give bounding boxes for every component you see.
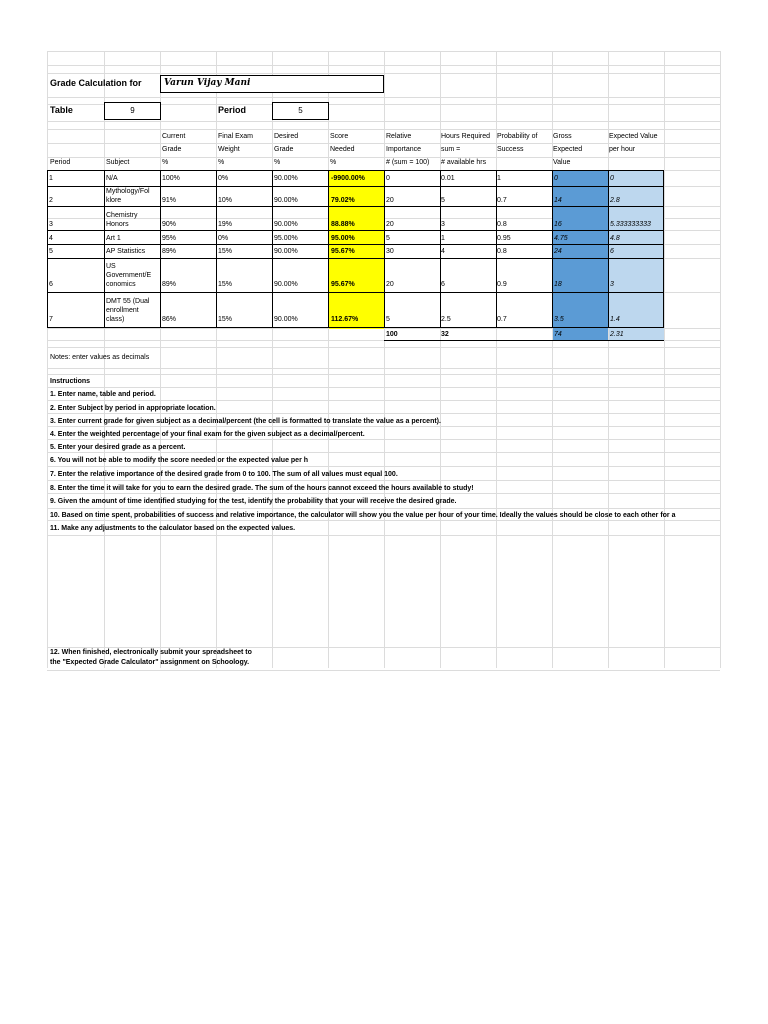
grid-row-line [47, 368, 720, 369]
row-probability: 0.7 [497, 316, 507, 323]
row-subject: klore [106, 197, 122, 204]
row-subject: Honors [106, 221, 129, 228]
row-hours-required: 6 [441, 281, 445, 288]
row-current-grade: 95% [162, 235, 177, 242]
row-probability: 0.95 [497, 235, 511, 242]
row-score-needed: 95.67% [331, 248, 355, 255]
table-value: 9 [130, 106, 135, 115]
grid-row-line [47, 508, 720, 509]
grid-row-line [47, 413, 720, 414]
instructions-title: Instructions [50, 378, 91, 385]
header-ev: Expected Value [609, 133, 658, 140]
grid-row-line [47, 73, 720, 74]
row-expected-value: 5.333333333 [610, 221, 651, 228]
row-desired-grade: 95.00% [274, 235, 298, 242]
row-final-weight: 15% [218, 248, 233, 255]
row-expected-value: 0 [610, 175, 614, 182]
row-current-grade: 91% [162, 197, 177, 204]
header-current: Grade [162, 146, 182, 153]
header-relative: # (sum = 100) [386, 159, 430, 166]
grid-row-line [47, 426, 720, 427]
row-gross-expected: 16 [554, 221, 562, 228]
table-column-divider [272, 170, 273, 328]
row-final-weight: 19% [218, 221, 233, 228]
row-probability: 0.7 [497, 197, 507, 204]
row-subject: Chemistry [106, 212, 138, 219]
row-subject: N/A [106, 175, 118, 182]
row-subject: conomics [106, 281, 136, 288]
grid-row-line [47, 97, 720, 98]
grid-row-line [47, 400, 720, 401]
row-expected-value: 1.4 [610, 316, 620, 323]
grid-row-line [47, 466, 720, 467]
total-gross-expected: 74 [554, 331, 562, 338]
header-score: Needed [330, 146, 355, 153]
header-current: Current [162, 133, 186, 140]
row-desired-grade: 90.00% [274, 316, 298, 323]
grid-row-line [47, 520, 720, 521]
row-hours-required: 0.01 [441, 175, 455, 182]
title-label: Grade Calculation for [50, 78, 142, 88]
row-final-weight: 10% [218, 197, 233, 204]
row-score-needed: 95.67% [331, 281, 355, 288]
table-label: Table [50, 105, 73, 115]
grid-row-line [47, 51, 720, 52]
row-hours-required: 3 [441, 221, 445, 228]
table-row-divider [47, 230, 664, 231]
row-relative-importance: 20 [386, 221, 394, 228]
row-probability: 1 [497, 175, 501, 182]
notes: Notes: enter values as decimals [50, 354, 150, 361]
spreadsheet [47, 51, 720, 668]
table-column-divider [328, 170, 329, 328]
header-gross: Expected [553, 146, 583, 153]
row-relative-importance: 20 [386, 281, 394, 288]
row-subject: Mythology/Fol [106, 188, 150, 195]
row-gross-expected: 3.5 [554, 316, 564, 323]
row-expected-value: 3 [610, 281, 614, 288]
row-expected-value: 2.8 [610, 197, 620, 204]
row-period: 2 [49, 197, 53, 204]
row-hours-required: 4 [441, 248, 445, 255]
row-score-needed: 112.67% [331, 316, 359, 323]
table-column-divider [496, 170, 497, 328]
row-period: 5 [49, 248, 53, 255]
table-border [47, 170, 664, 328]
row-score-needed: -9900.00% [331, 175, 365, 182]
row-final-weight: 0% [218, 175, 229, 182]
row-current-grade: 100% [162, 175, 180, 182]
grid-row-line [47, 480, 720, 481]
row-final-weight: 0% [218, 235, 229, 242]
row-subject: DMT 55 (Dual [106, 298, 150, 305]
header-subject: Subject [106, 159, 130, 166]
instruction-step: 10. Based on time spent, probabilities of success and relative importance, the calculator will show you the value per hour of your time. Ideally the values should be close to each other for a [50, 512, 676, 519]
header-prob: Success [497, 146, 524, 153]
header-final: % [218, 159, 225, 166]
grid-row-line [47, 535, 720, 536]
row-hours-required: 5 [441, 197, 445, 204]
row-subject: Government/E [106, 272, 152, 279]
row-expected-value: 4.8 [610, 235, 620, 242]
row-gross-expected: 24 [554, 248, 562, 255]
row-score-needed: 88.88% [331, 221, 355, 228]
header-current: % [162, 159, 169, 166]
instruction-step: 8. Enter the time it will take for you to earn the desired grade. The sum of the hours cannot exceed the hours available to study! [50, 485, 474, 492]
row-period: 1 [49, 175, 53, 182]
table-row-divider [47, 244, 664, 245]
instruction-step: 1. Enter name, table and period. [50, 391, 156, 398]
table-column-divider [160, 170, 161, 328]
instruction-step: 9. Given the amount of time identified studying for the test, identify the probability that your will receive the desired grade. [50, 498, 457, 505]
grid-row-line [47, 493, 720, 494]
row-current-grade: 86% [162, 316, 177, 323]
grid-row-line [47, 387, 720, 388]
row-desired-grade: 90.00% [274, 221, 298, 228]
row-probability: 0.8 [497, 248, 507, 255]
table-row-divider [47, 186, 664, 187]
header-desired: Grade [274, 146, 294, 153]
table-column-divider [104, 170, 105, 328]
row-final-weight: 15% [218, 281, 233, 288]
row-desired-grade: 90.00% [274, 197, 298, 204]
table-column-divider [384, 170, 385, 328]
instruction-step: 11. Make any adjustments to the calculator based on the expected values. [50, 525, 296, 532]
instruction-step: 2. Enter Subject by period in appropriate location. [50, 405, 216, 412]
header-ev: per hour [609, 146, 636, 153]
header-hours: Hours Required [441, 133, 491, 140]
table-row-divider [47, 258, 664, 259]
header-prob: Probability of [497, 133, 538, 140]
row-score-needed: 95.00% [331, 235, 355, 242]
grid-row-line [47, 143, 720, 144]
header-desired: % [274, 159, 281, 166]
row-relative-importance: 20 [386, 197, 394, 204]
row-subject: Art 1 [106, 235, 121, 242]
row-hours-required: 2.5 [441, 316, 451, 323]
grid-row-line [47, 121, 720, 122]
table-column-divider [440, 170, 441, 328]
table-column-divider [608, 170, 609, 328]
period-label: Period [218, 105, 247, 115]
header-desired: Desired [274, 133, 299, 140]
student-name: Varun Vijay Mani [164, 78, 251, 88]
total-hours: 32 [441, 331, 449, 338]
grid-column-line [720, 51, 721, 668]
row-subject: AP Statistics [106, 248, 146, 255]
grid-row-line [47, 670, 720, 671]
row-gross-expected: 4.75 [554, 235, 568, 242]
row-current-grade: 89% [162, 248, 177, 255]
final-instruction: 12. When finished, electronically submit your spreadsheet to [50, 649, 252, 656]
row-gross-expected: 14 [554, 197, 562, 204]
header-hours: sum = [441, 146, 461, 153]
row-gross-expected: 18 [554, 281, 562, 288]
row-score-needed: 79.02% [331, 197, 355, 204]
row-gross-expected: 0 [554, 175, 558, 182]
row-period: 4 [49, 235, 53, 242]
grid-row-line [47, 157, 720, 158]
row-current-grade: 89% [162, 281, 177, 288]
row-desired-grade: 90.00% [274, 175, 298, 182]
header-relative: Importance [386, 146, 422, 153]
row-expected-value: 6 [610, 248, 614, 255]
row-desired-grade: 90.00% [274, 248, 298, 255]
period-value: 5 [298, 106, 303, 115]
row-desired-grade: 90.00% [274, 281, 298, 288]
grid-row-line [47, 347, 720, 348]
grid-row-line [47, 374, 720, 375]
row-period: 7 [49, 316, 53, 323]
row-relative-importance: 5 [386, 235, 390, 242]
table-column-divider [552, 170, 553, 328]
header-final: Final Exam [218, 133, 254, 140]
header-gross: Gross [553, 133, 572, 140]
header-period: Period [50, 159, 71, 166]
header-hours: # available hrs [441, 159, 487, 166]
row-hours-required: 1 [441, 235, 445, 242]
header-score: Score [330, 133, 349, 140]
header-final: Weight [218, 146, 240, 153]
grid-row-line [47, 65, 720, 66]
row-subject: enrollment [106, 307, 139, 314]
instruction-step: 5. Enter your desired grade as a percent. [50, 444, 186, 451]
final-instruction: the "Expected Grade Calculator" assignment on Schoology. [50, 659, 250, 666]
row-current-grade: 90% [162, 221, 177, 228]
row-probability: 0.9 [497, 281, 507, 288]
row-relative-importance: 5 [386, 316, 390, 323]
instruction-step: 3. Enter current grade for given subject as a decimal/percent (the cell is formatted to translate the value as a percent). [50, 418, 441, 425]
row-relative-importance: 0 [386, 175, 390, 182]
header-gross: Value [553, 159, 571, 166]
instruction-step: 6. You will not be able to modify the score needed or the expected value per h [50, 457, 309, 464]
instruction-step: 7. Enter the relative importance of the desired grade from 0 to 100. The sum of all values must equal 100. [50, 471, 398, 478]
row-subject: class) [106, 316, 125, 323]
table-row-divider [47, 292, 664, 293]
row-final-weight: 15% [218, 316, 233, 323]
row-probability: 0.8 [497, 221, 507, 228]
table-row-divider [47, 206, 664, 207]
row-relative-importance: 30 [386, 248, 394, 255]
header-relative: Relative [386, 133, 412, 140]
row-period: 3 [49, 221, 53, 228]
header-score: % [330, 159, 337, 166]
total-relative-importance: 100 [386, 331, 398, 338]
row-period: 6 [49, 281, 53, 288]
total-expected-value: 2.31 [610, 331, 624, 338]
row-subject: US [106, 263, 116, 270]
grid-row-line [47, 439, 720, 440]
table-column-divider [216, 170, 217, 328]
instruction-step: 4. Enter the weighted percentage of your final exam for the given subject as a decimal/percent. [50, 431, 365, 438]
grid-row-line [47, 452, 720, 453]
grid-row-line [47, 129, 720, 130]
